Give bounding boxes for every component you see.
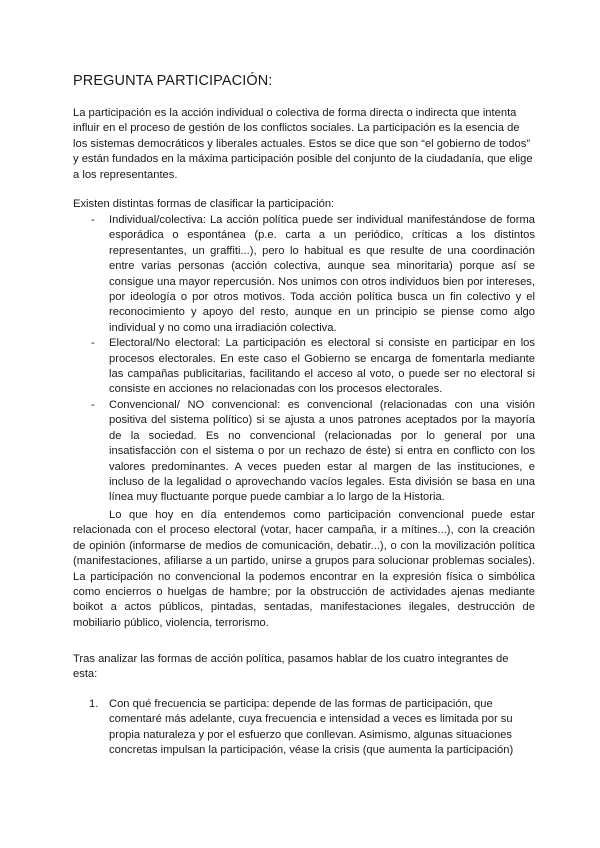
list-item-text: Individual/colectiva: La acción política puede ser individual manifestándose de forma esporádica o espontánea (p.e. carta a un periódico, críticas a los distintos representantes, un graffiti...), pero lo habitual es que resulte de una coordinación entre varias personas (acción colectiva, aunque sea minoritaria) porque así se consigue una mayor repercusión. Nos unimos con otros individuos bien por intereses, por ideología o por otros motivos. Toda acción política busca un fin colectivo y el reconocimiento y apoyo del resto, aunque en un principio se piense como algo individual y no como una irradiación colectiva.: [109, 214, 535, 334]
analysis-intro-paragraph: Tras analizar las formas de acción política, pasamos hablar de los cuatro integrantes de esta:: [73, 653, 509, 681]
list-item-text: Convencional/ NO convencional: es convencional (relacionadas con una visión positiva del sistema político) si se ajusta a unos patrones aceptados por la mayoría de la sociedad. Es no convencional (relacionadas por lo general por una insatisfacción con el sistema o por un rechazo de éste) si entra en conflicto con los valores predominantes. A veces pueden estar al margen de las instituciones, e incluso de la legalidad o aprovechando vacíos legales. Esta división se basa en una línea muy fluctuante porque puede cambiar a lo largo de la Historia.: [109, 398, 535, 504]
components-list: [73, 697, 535, 759]
conventional-paragraph: [73, 508, 535, 631]
dash-bullet: -: [91, 214, 95, 226]
list-item-text: Con qué frecuencia se participa: depende de las formas de participación, que comentaré más adelante, cuya frecuencia e intensidad a veces es limitada por su propia naturaleza y por el esfuerzo que conllevan. Asimismo, algunas situaciones concretas impulsan la participación, véase la crisis (que aumenta la participación): [109, 698, 514, 757]
list-item: [73, 398, 535, 506]
dash-bullet: -: [91, 337, 95, 350]
list-item: [73, 697, 535, 759]
dash-bullet: -: [91, 398, 95, 411]
intro-paragraph: La participación es la acción individual o colectiva de forma directa o indirecta que intenta influir en el proceso de gestión de los conflictos sociales. La participación es la esencia de los sistemas democráticos y liberales actuales. Estos se dice que son “el gobierno de todos” y están fundados en la máxima participación posible del conjunto de la ciudadanía, que elige a los representantes.: [73, 107, 533, 181]
forms-list: [73, 213, 535, 506]
list-number: 1.: [89, 698, 99, 710]
list-item-text: Electoral/No electoral: La participación es electoral si consiste en participar en los procesos electorales. En este caso el Gobierno se encarga de fomentarla mediante las campañas publicitarias, facilitando el acceso al voto, o puede ser no electoral si consiste en acciones no relacionadas con los procesos electorales.: [109, 337, 535, 396]
conventional-paragraph-text: Lo que hoy en día entendemos como participación convencional puede estar relacionada con el proceso electoral (votar, hacer campaña, ir a mítines...), con la creación de opinión (informarse de medios de comunicación, debatir...), o con la movilización política (manifestaciones, afiliarse a un partido, unirse a grupos para solucionar problemas sociales). La participación no convencional la podemos encontrar en la expresión física o simbólica como encierros o huelgas de hambre; por la obstrucción de actividades ajenas mediante boikot a actos públicos, pintadas, sentadas, manifestaciones ilegales, destrucción de mobiliario público, violencia, terrorismo.: [73, 509, 535, 629]
list-item: [73, 213, 535, 336]
page-title: PREGUNTA PARTICIPACIÓN:: [73, 73, 273, 89]
forms-intro-paragraph: Existen distintas formas de clasificar la participación:: [73, 198, 335, 210]
list-item: [73, 336, 535, 398]
